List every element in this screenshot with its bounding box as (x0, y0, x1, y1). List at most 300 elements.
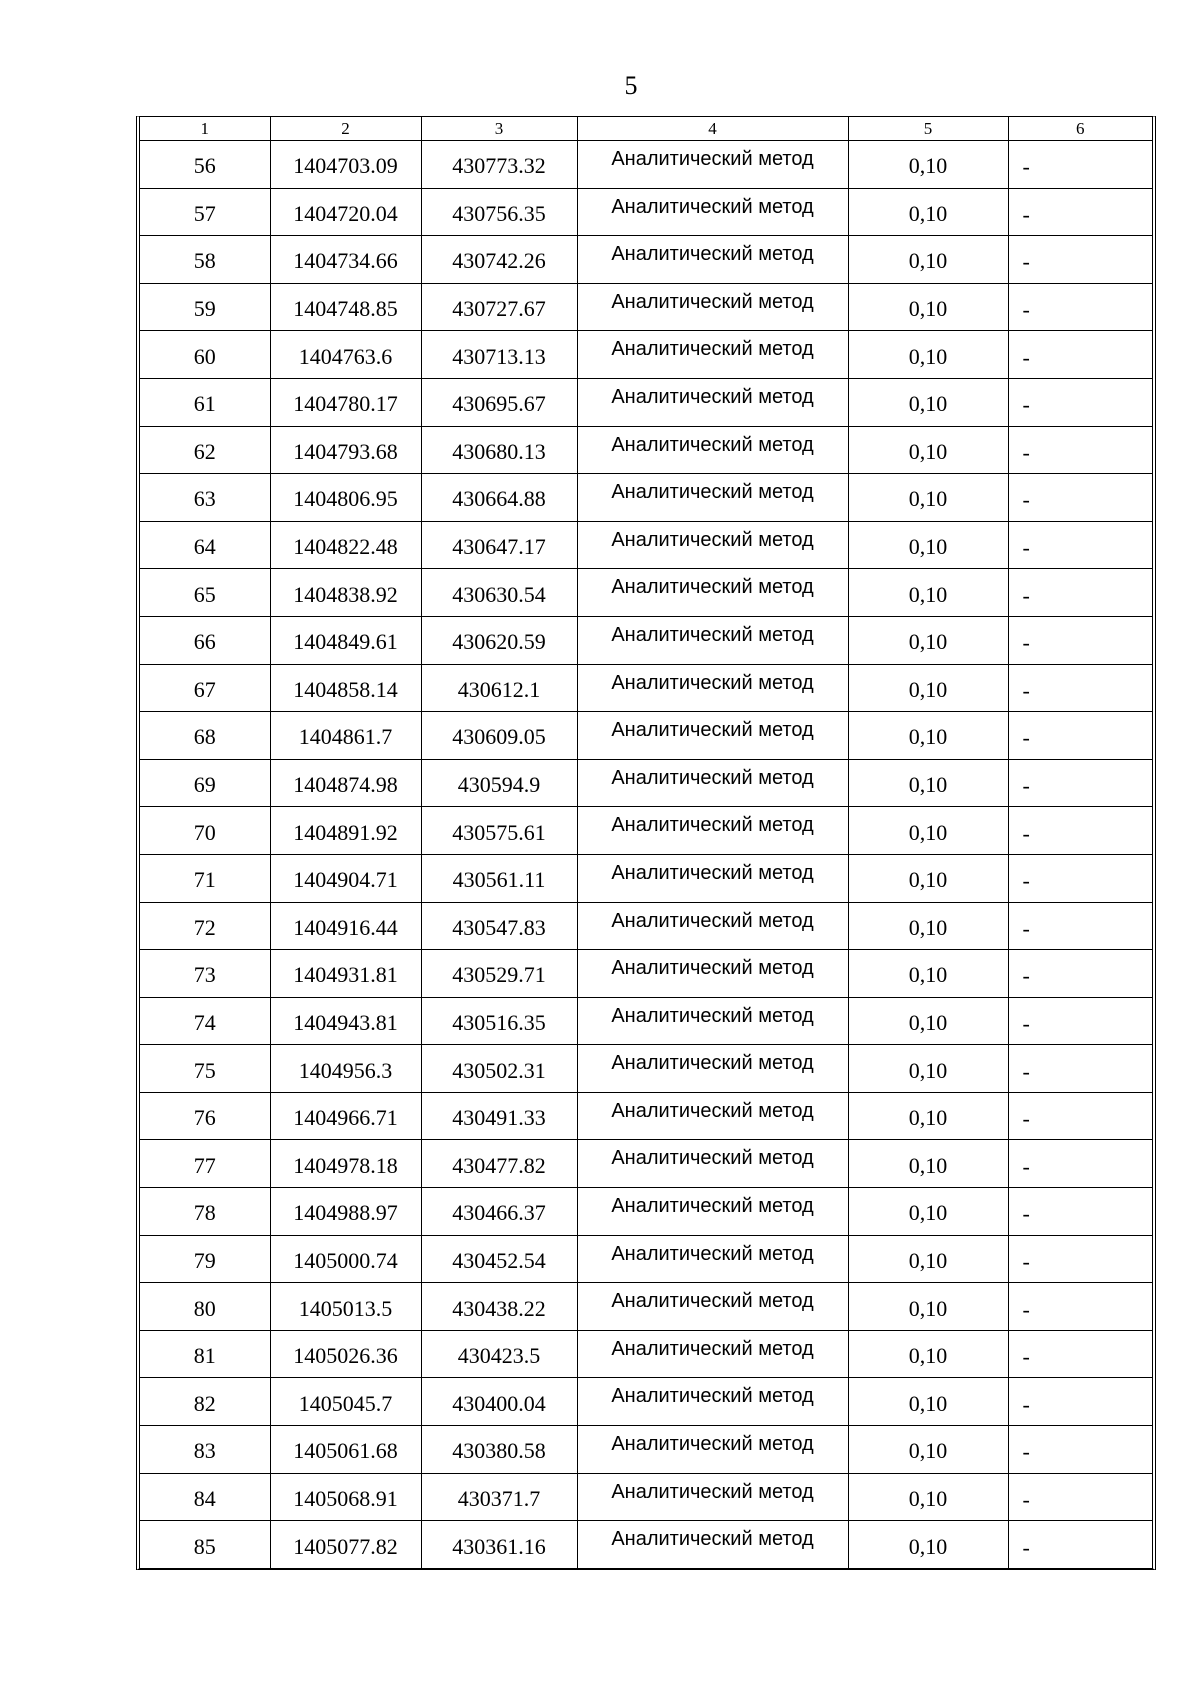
accuracy-cell-text: 0,10 (908, 581, 948, 607)
coordinate-y-cell (421, 1140, 577, 1188)
coordinate-x-cell (270, 331, 421, 379)
point-number-cell-text: 66 (193, 629, 216, 655)
coordinate-x-cell-text: 1404988.97 (293, 1200, 398, 1226)
coordinate-y-cell (421, 1330, 577, 1378)
method-cell: Аналитический метод (577, 664, 848, 712)
coordinate-y-cell-text: 430609.05 (452, 724, 546, 750)
table-row (140, 188, 1152, 236)
page-number: 5 (624, 71, 638, 100)
note-cell: - (1008, 188, 1152, 236)
method-cell: Аналитический метод (577, 854, 848, 902)
table-row (140, 807, 1152, 855)
method-cell: Аналитический метод (577, 997, 848, 1045)
accuracy-cell-text: 0,10 (908, 248, 948, 274)
accuracy-cell (848, 283, 1008, 331)
point-number-cell-text: 79 (193, 1247, 216, 1273)
accuracy-cell-text: 0,10 (908, 1485, 948, 1511)
note-cell: - (1008, 1426, 1152, 1474)
coordinate-y-cell-text: 430620.59 (452, 629, 546, 655)
note-cell: - (1008, 616, 1152, 664)
coordinate-y-cell-text: 430680.13 (452, 438, 546, 464)
coordinate-y-cell (421, 1283, 577, 1331)
note-cell: - (1008, 283, 1152, 331)
point-number-cell (140, 712, 270, 760)
coordinate-x-cell (270, 378, 421, 426)
note-cell: - (1008, 1330, 1152, 1378)
coordinate-x-cell-text: 1404763.6 (298, 343, 393, 369)
point-number-cell-text: 59 (193, 296, 216, 322)
header-row (140, 117, 1152, 141)
accuracy-cell-text: 0,10 (908, 629, 948, 655)
method-cell: Аналитический метод (577, 521, 848, 569)
method-cell: Аналитический метод (577, 474, 848, 522)
table-row (140, 1283, 1152, 1331)
coordinate-x-cell (270, 141, 421, 189)
coordinate-y-cell (421, 1473, 577, 1521)
accuracy-cell-text: 0,10 (908, 486, 948, 512)
method-cell: Аналитический метод (577, 712, 848, 760)
coordinate-y-cell-text: 430742.26 (452, 248, 546, 274)
coordinate-y-cell-text: 430423.5 (457, 1343, 541, 1369)
method-cell: Аналитический метод (577, 1378, 848, 1426)
point-number-cell (140, 664, 270, 712)
point-number-cell-text: 57 (193, 200, 216, 226)
coordinate-y-cell (421, 1521, 577, 1568)
accuracy-cell (848, 188, 1008, 236)
coordinate-y-cell-text: 430547.83 (452, 914, 546, 940)
note-cell: - (1008, 807, 1152, 855)
point-number-cell-text: 65 (193, 581, 216, 607)
table-row (140, 902, 1152, 950)
point-number-cell-text: 70 (193, 819, 216, 845)
accuracy-cell (848, 569, 1008, 617)
point-number-cell (140, 188, 270, 236)
coordinate-x-cell (270, 188, 421, 236)
table-header (140, 117, 1152, 141)
coordinate-y-cell-text: 430575.61 (452, 819, 546, 845)
table-row (140, 569, 1152, 617)
note-cell: - (1008, 664, 1152, 712)
point-number-cell (140, 1330, 270, 1378)
coordinate-x-cell (270, 426, 421, 474)
coordinate-y-cell-text: 430630.54 (452, 581, 546, 607)
method-cell: Аналитический метод (577, 807, 848, 855)
coordinate-x-cell-text: 1404978.18 (293, 1152, 398, 1178)
point-number-cell-text: 75 (193, 1057, 216, 1083)
coordinate-y-cell (421, 521, 577, 569)
coordinate-x-cell (270, 807, 421, 855)
method-cell: Аналитический метод (577, 759, 848, 807)
table-body (140, 141, 1152, 1568)
coordinate-y-cell-text: 430438.22 (452, 1295, 546, 1321)
coordinate-x-cell-text: 1404806.95 (293, 486, 398, 512)
coordinates-table-frame (136, 116, 1156, 1570)
coordinate-x-cell (270, 1283, 421, 1331)
point-number-cell (140, 426, 270, 474)
accuracy-cell (848, 141, 1008, 189)
accuracy-cell (848, 950, 1008, 998)
header-col-5: 5 (848, 117, 1008, 141)
coordinate-y-cell-text: 430516.35 (452, 1009, 546, 1035)
coordinate-x-cell-text: 1405068.91 (293, 1485, 398, 1511)
coordinate-y-cell-text: 430664.88 (452, 486, 546, 512)
table-row (140, 378, 1152, 426)
point-number-cell (140, 950, 270, 998)
table-row (140, 854, 1152, 902)
accuracy-cell-text: 0,10 (908, 1438, 948, 1464)
coordinate-y-cell-text: 430695.67 (452, 391, 546, 417)
point-number-cell-text: 76 (193, 1105, 216, 1131)
table-row (140, 997, 1152, 1045)
accuracy-cell-text: 0,10 (908, 1009, 948, 1035)
coordinate-x-cell-text: 1404748.85 (293, 296, 398, 322)
table-row (140, 331, 1152, 379)
method-cell: Аналитический метод (577, 378, 848, 426)
coordinate-x-cell-text: 1405013.5 (298, 1295, 393, 1321)
table-row (140, 712, 1152, 760)
accuracy-cell-text: 0,10 (908, 1247, 948, 1273)
coordinate-x-cell (270, 997, 421, 1045)
coordinate-y-cell-text: 430491.33 (452, 1105, 546, 1131)
accuracy-cell (848, 426, 1008, 474)
coordinates-table (140, 117, 1152, 1568)
table-row (140, 1521, 1152, 1568)
coordinate-x-cell (270, 1330, 421, 1378)
coordinate-x-cell-text: 1404838.92 (293, 581, 398, 607)
coordinate-y-cell (421, 1426, 577, 1474)
accuracy-cell (848, 1283, 1008, 1331)
table-row (140, 1188, 1152, 1236)
method-cell: Аналитический метод (577, 1426, 848, 1474)
method-cell: Аналитический метод (577, 141, 848, 189)
point-number-cell-text: 80 (193, 1295, 216, 1321)
coordinate-y-cell-text: 430773.32 (452, 153, 546, 179)
note-cell: - (1008, 236, 1152, 284)
accuracy-cell (848, 521, 1008, 569)
point-number-cell-text: 56 (193, 153, 216, 179)
method-cell: Аналитический метод (577, 426, 848, 474)
coordinate-x-cell-text: 1404793.68 (293, 438, 398, 464)
coordinate-x-cell-text: 1404916.44 (293, 914, 398, 940)
coordinate-x-cell (270, 1235, 421, 1283)
method-cell: Аналитический метод (577, 616, 848, 664)
accuracy-cell-text: 0,10 (908, 819, 948, 845)
note-cell: - (1008, 141, 1152, 189)
coordinate-y-cell (421, 712, 577, 760)
point-number-cell-text: 82 (193, 1390, 216, 1416)
point-number-cell-text: 81 (193, 1343, 216, 1369)
table-row (140, 1330, 1152, 1378)
point-number-cell (140, 1378, 270, 1426)
coordinate-x-cell-text: 1404943.81 (293, 1009, 398, 1035)
coordinate-y-cell (421, 188, 577, 236)
accuracy-cell-text: 0,10 (908, 962, 948, 988)
accuracy-cell (848, 997, 1008, 1045)
coordinate-x-cell (270, 474, 421, 522)
coordinate-y-cell-text: 430647.17 (452, 534, 546, 560)
coordinate-x-cell-text: 1404931.81 (293, 962, 398, 988)
accuracy-cell (848, 1521, 1008, 1568)
accuracy-cell (848, 1426, 1008, 1474)
table-row (140, 236, 1152, 284)
table-row (140, 664, 1152, 712)
coordinate-x-cell (270, 759, 421, 807)
coordinate-y-cell (421, 1045, 577, 1093)
accuracy-cell (848, 1045, 1008, 1093)
point-number-cell-text: 63 (193, 486, 216, 512)
coordinate-x-cell-text: 1405045.7 (298, 1390, 393, 1416)
point-number-cell-text: 61 (193, 391, 216, 417)
coordinate-y-cell-text: 430452.54 (452, 1247, 546, 1273)
coordinate-y-cell (421, 141, 577, 189)
coordinate-y-cell (421, 664, 577, 712)
accuracy-cell-text: 0,10 (908, 1152, 948, 1178)
note-cell: - (1008, 521, 1152, 569)
point-number-cell (140, 1045, 270, 1093)
coordinate-x-cell (270, 283, 421, 331)
point-number-cell-text: 84 (193, 1485, 216, 1511)
point-number-cell (140, 1235, 270, 1283)
note-cell: - (1008, 1378, 1152, 1426)
method-cell: Аналитический метод (577, 950, 848, 998)
accuracy-cell-text: 0,10 (908, 1533, 948, 1559)
method-cell: Аналитический метод (577, 188, 848, 236)
table-row (140, 616, 1152, 664)
table-row (140, 950, 1152, 998)
note-cell: - (1008, 474, 1152, 522)
coordinate-x-cell-text: 1404904.71 (293, 867, 398, 893)
point-number-cell (140, 474, 270, 522)
accuracy-cell-text: 0,10 (908, 534, 948, 560)
accuracy-cell-text: 0,10 (908, 1295, 948, 1321)
coordinate-y-cell (421, 997, 577, 1045)
note-cell: - (1008, 378, 1152, 426)
accuracy-cell-text: 0,10 (908, 772, 948, 798)
note-cell: - (1008, 1045, 1152, 1093)
point-number-cell (140, 1092, 270, 1140)
coordinate-x-cell (270, 1426, 421, 1474)
point-number-cell-text: 72 (193, 914, 216, 940)
coordinate-x-cell (270, 521, 421, 569)
accuracy-cell (848, 616, 1008, 664)
coordinate-x-cell (270, 1140, 421, 1188)
accuracy-cell-text: 0,10 (908, 296, 948, 322)
coordinate-x-cell (270, 1045, 421, 1093)
coordinate-y-cell (421, 474, 577, 522)
note-cell: - (1008, 1283, 1152, 1331)
coordinate-y-cell-text: 430713.13 (452, 343, 546, 369)
accuracy-cell (848, 1235, 1008, 1283)
coordinate-x-cell-text: 1405026.36 (293, 1343, 398, 1369)
point-number-cell (140, 1473, 270, 1521)
method-cell: Аналитический метод (577, 236, 848, 284)
accuracy-cell (848, 1330, 1008, 1378)
coordinate-x-cell-text: 1404956.3 (298, 1057, 393, 1083)
coordinate-y-cell-text: 430400.04 (452, 1390, 546, 1416)
coordinate-x-cell-text: 1404822.48 (293, 534, 398, 560)
point-number-cell-text: 77 (193, 1152, 216, 1178)
point-number-cell (140, 236, 270, 284)
coordinate-y-cell-text: 430361.16 (452, 1533, 546, 1559)
note-cell: - (1008, 854, 1152, 902)
accuracy-cell (848, 378, 1008, 426)
coordinate-x-cell-text: 1405061.68 (293, 1438, 398, 1464)
point-number-cell (140, 1188, 270, 1236)
point-number-cell-text: 58 (193, 248, 216, 274)
coordinate-y-cell (421, 1235, 577, 1283)
coordinate-x-cell (270, 1092, 421, 1140)
accuracy-cell-text: 0,10 (908, 1343, 948, 1369)
accuracy-cell (848, 902, 1008, 950)
accuracy-cell-text: 0,10 (908, 914, 948, 940)
point-number-cell-text: 71 (193, 867, 216, 893)
accuracy-cell (848, 1378, 1008, 1426)
coordinate-y-cell (421, 426, 577, 474)
header-col-4: 4 (577, 117, 848, 141)
coordinate-y-cell (421, 236, 577, 284)
coordinate-y-cell-text: 430466.37 (452, 1200, 546, 1226)
coordinate-y-cell (421, 1188, 577, 1236)
coordinate-x-cell (270, 1521, 421, 1568)
coordinate-x-cell-text: 1404891.92 (293, 819, 398, 845)
accuracy-cell-text: 0,10 (908, 200, 948, 226)
accuracy-cell-text: 0,10 (908, 724, 948, 750)
accuracy-cell (848, 474, 1008, 522)
coordinate-y-cell (421, 283, 577, 331)
point-number-cell-text: 67 (193, 676, 216, 702)
method-cell: Аналитический метод (577, 902, 848, 950)
coordinate-y-cell-text: 430380.58 (452, 1438, 546, 1464)
coordinate-y-cell (421, 950, 577, 998)
note-cell: - (1008, 1092, 1152, 1140)
coordinate-x-cell-text: 1404703.09 (293, 153, 398, 179)
table-row (140, 1140, 1152, 1188)
point-number-cell (140, 331, 270, 379)
coordinate-y-cell-text: 430756.35 (452, 200, 546, 226)
accuracy-cell-text: 0,10 (908, 153, 948, 179)
coordinate-y-cell (421, 331, 577, 379)
point-number-cell (140, 854, 270, 902)
table-row (140, 1473, 1152, 1521)
accuracy-cell (848, 1188, 1008, 1236)
accuracy-cell (848, 1473, 1008, 1521)
point-number-cell-text: 73 (193, 962, 216, 988)
coordinate-x-cell-text: 1405077.82 (293, 1533, 398, 1559)
coordinate-x-cell (270, 236, 421, 284)
point-number-cell (140, 1426, 270, 1474)
note-cell: - (1008, 1235, 1152, 1283)
coordinate-x-cell (270, 1378, 421, 1426)
note-cell: - (1008, 1140, 1152, 1188)
method-cell: Аналитический метод (577, 1521, 848, 1568)
point-number-cell (140, 1283, 270, 1331)
coordinate-y-cell-text: 430477.82 (452, 1152, 546, 1178)
table-row (140, 521, 1152, 569)
note-cell: - (1008, 997, 1152, 1045)
method-cell: Аналитический метод (577, 1140, 848, 1188)
note-cell: - (1008, 1521, 1152, 1568)
coordinate-x-cell (270, 1188, 421, 1236)
coordinate-y-cell-text: 430502.31 (452, 1057, 546, 1083)
point-number-cell (140, 1140, 270, 1188)
method-cell: Аналитический метод (577, 1330, 848, 1378)
accuracy-cell-text: 0,10 (908, 1057, 948, 1083)
point-number-cell (140, 1521, 270, 1568)
note-cell: - (1008, 759, 1152, 807)
method-cell: Аналитический метод (577, 331, 848, 379)
point-number-cell-text: 78 (193, 1200, 216, 1226)
note-cell: - (1008, 1188, 1152, 1236)
method-cell: Аналитический метод (577, 1235, 848, 1283)
coordinate-x-cell-text: 1404861.7 (298, 724, 393, 750)
coordinate-x-cell-text: 1404720.04 (293, 200, 398, 226)
coordinate-y-cell (421, 759, 577, 807)
coordinate-y-cell (421, 807, 577, 855)
table-row (140, 1045, 1152, 1093)
method-cell: Аналитический метод (577, 1283, 848, 1331)
coordinate-y-cell-text: 430561.11 (452, 867, 546, 893)
accuracy-cell-text: 0,10 (908, 676, 948, 702)
accuracy-cell-text: 0,10 (908, 1390, 948, 1416)
accuracy-cell (848, 331, 1008, 379)
table-row (140, 141, 1152, 189)
accuracy-cell (848, 854, 1008, 902)
coordinate-x-cell (270, 569, 421, 617)
coordinate-x-cell (270, 854, 421, 902)
coordinate-y-cell (421, 854, 577, 902)
coordinate-x-cell (270, 1473, 421, 1521)
accuracy-cell (848, 712, 1008, 760)
coordinate-y-cell (421, 1378, 577, 1426)
note-cell: - (1008, 426, 1152, 474)
coordinate-y-cell-text: 430612.1 (457, 676, 541, 702)
accuracy-cell (848, 1092, 1008, 1140)
method-cell: Аналитический метод (577, 1045, 848, 1093)
method-cell: Аналитический метод (577, 1473, 848, 1521)
coordinate-x-cell-text: 1404858.14 (293, 676, 398, 702)
point-number-cell-text: 68 (193, 724, 216, 750)
point-number-cell (140, 378, 270, 426)
coordinate-x-cell-text: 1404874.98 (293, 772, 398, 798)
note-cell: - (1008, 950, 1152, 998)
coordinate-x-cell-text: 1404780.17 (293, 391, 398, 417)
coordinate-x-cell (270, 712, 421, 760)
note-cell: - (1008, 331, 1152, 379)
header-col-3: 3 (421, 117, 577, 141)
point-number-cell (140, 616, 270, 664)
point-number-cell-text: 60 (193, 343, 216, 369)
point-number-cell-text: 74 (193, 1009, 216, 1035)
coordinate-x-cell (270, 950, 421, 998)
header-col-6: 6 (1008, 117, 1152, 141)
point-number-cell-text: 69 (193, 772, 216, 798)
accuracy-cell-text: 0,10 (908, 1105, 948, 1131)
table-row (140, 759, 1152, 807)
table-row (140, 283, 1152, 331)
method-cell: Аналитический метод (577, 1188, 848, 1236)
accuracy-cell (848, 759, 1008, 807)
coordinate-x-cell (270, 664, 421, 712)
note-cell: - (1008, 569, 1152, 617)
point-number-cell (140, 283, 270, 331)
header-col-1: 1 (140, 117, 270, 141)
coordinate-y-cell-text: 430727.67 (452, 296, 546, 322)
accuracy-cell (848, 1140, 1008, 1188)
point-number-cell (140, 807, 270, 855)
coordinate-x-cell-text: 1404966.71 (293, 1105, 398, 1131)
table-row (140, 1426, 1152, 1474)
point-number-cell-text: 62 (193, 438, 216, 464)
